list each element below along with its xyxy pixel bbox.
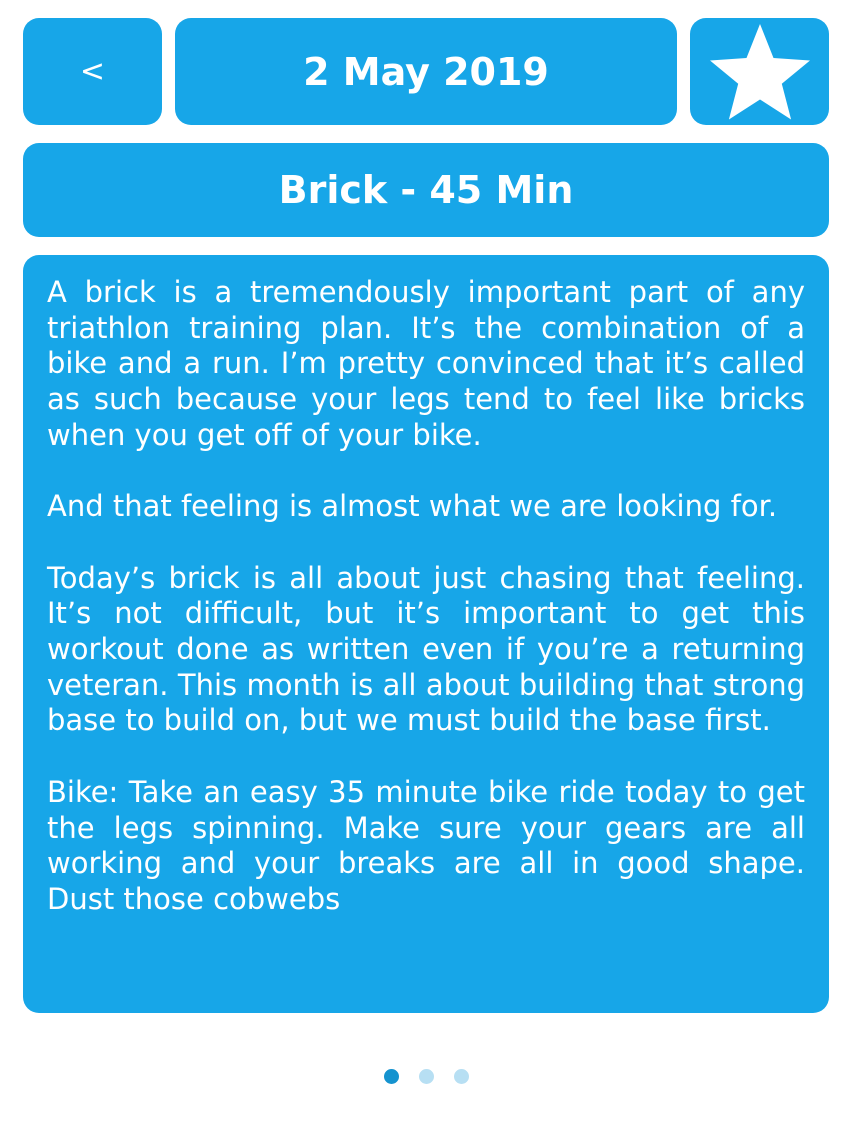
- description-paragraph: Bike: Take an easy 35 minute bike ride today to get the legs spinning. Make sure your gears are all working and your breaks are all in good shape. Dust those cobwebs: [47, 774, 805, 916]
- description-paragraph: A brick is a tremendously important part of any triathlon training plan. It’s the combination of a bike and a run. I’m pretty convinced that it’s called as such because your legs tend to feel like bricks when you get off of your bike.: [47, 275, 805, 452]
- workout-description[interactable]: [23, 255, 829, 1013]
- page-dot[interactable]: [419, 1069, 434, 1084]
- back-button[interactable]: [23, 18, 162, 125]
- page-indicator: [0, 1069, 852, 1084]
- description-paragraph: Today’s brick is all about just chasing that feeling. It’s not difficult, but it’s important to get this workout done as written even if you’re a returning veteran. This month is all about building that strong base to build on, but we must build the base first.: [47, 560, 805, 738]
- workout-title: Brick - 45 Min: [278, 168, 574, 212]
- date-label: 2 May 2019: [303, 49, 549, 94]
- workout-title-box: [23, 143, 829, 237]
- favorite-button[interactable]: [690, 18, 829, 125]
- page-dot[interactable]: [384, 1069, 399, 1084]
- star-icon: [704, 20, 816, 124]
- description-paragraph: And that feeling is almost what we are looking for.: [47, 489, 778, 524]
- date-display[interactable]: [175, 18, 677, 125]
- page-dot[interactable]: [454, 1069, 469, 1084]
- back-chevron-icon: <: [79, 54, 106, 89]
